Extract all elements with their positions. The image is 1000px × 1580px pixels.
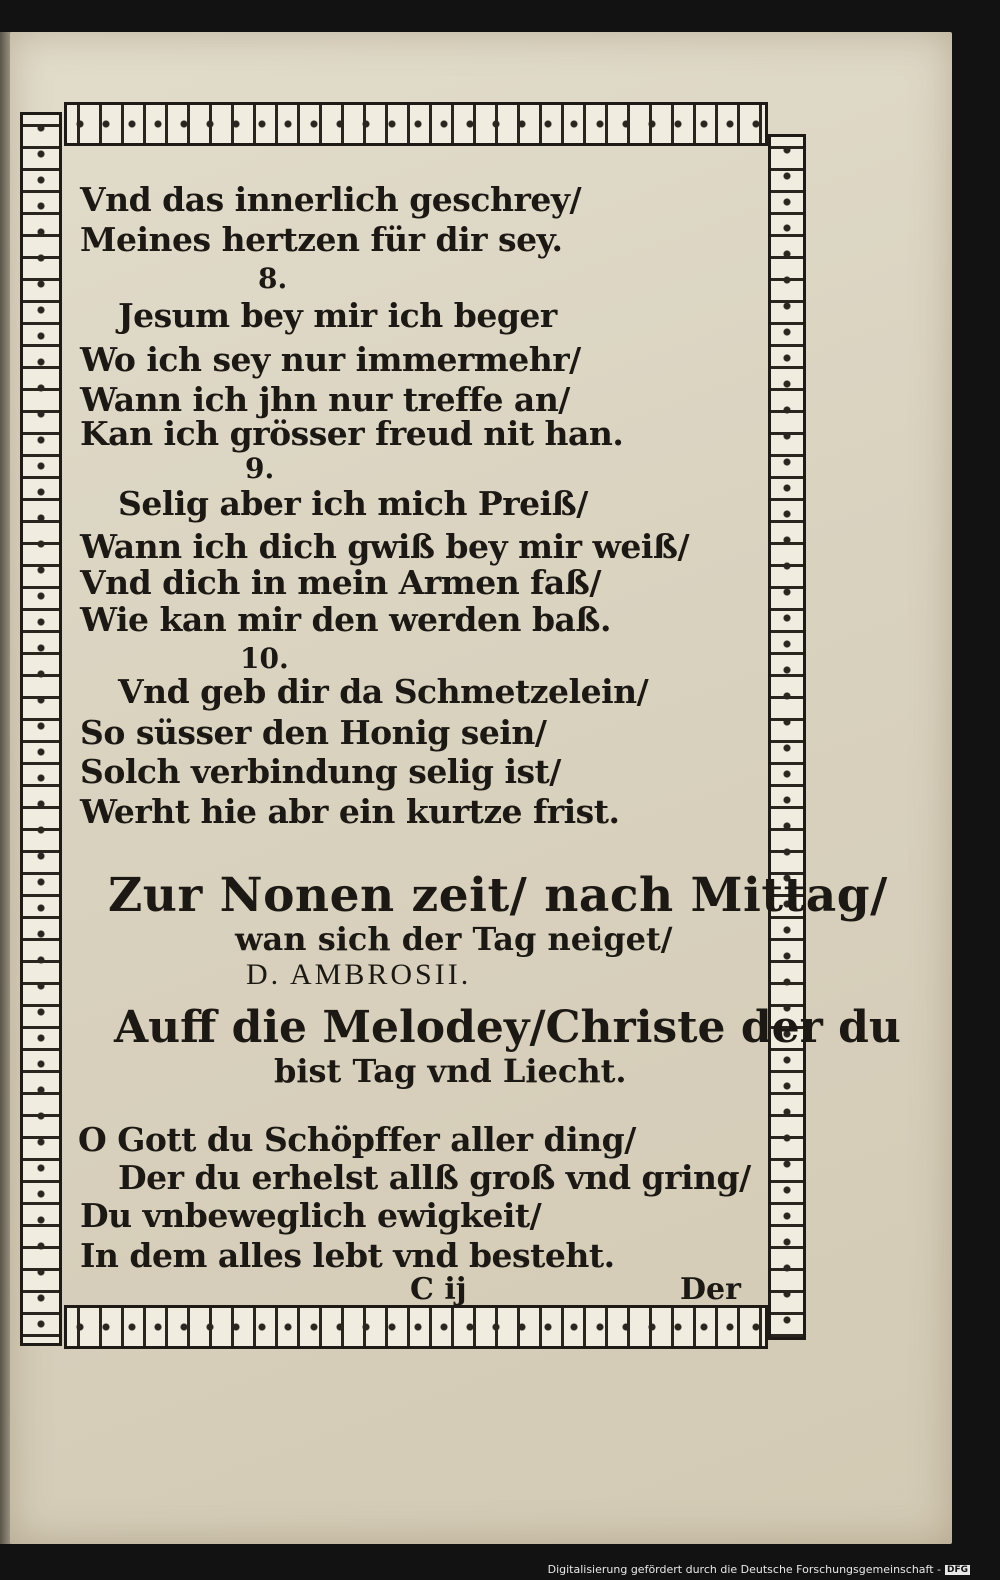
- credit-text: Digitalisierung gefördert durch die Deutsche Forschungsgemeinschaft -: [547, 1563, 941, 1576]
- verse-line: Kan ich grösser freud nit han.: [80, 414, 624, 453]
- hymn-line: In dem alles lebt vnd besteht.: [80, 1236, 615, 1275]
- verse-line: Vnd das innerlich geschrey/: [80, 180, 582, 219]
- verse-line: So süsser den Honig sein/: [80, 713, 547, 752]
- melody-subheading: bist Tag vnd Liecht.: [274, 1052, 627, 1090]
- verse-line: Jesum bey mir ich beger: [118, 296, 557, 335]
- ornament-border-right: [768, 134, 806, 1340]
- section-heading: Zur Nonen zeit/ nach Mittag/: [108, 868, 888, 923]
- melody-heading: Auff die Melodey/Christe der du: [114, 1002, 901, 1053]
- catchword: Der: [680, 1272, 741, 1307]
- ornament-border-bottom: [64, 1305, 768, 1349]
- verse-number: 9.: [245, 452, 275, 485]
- verse-line: Werht hie abr ein kurtze frist.: [80, 792, 620, 831]
- ornament-border-top: [64, 102, 768, 146]
- signature-mark: C ij: [410, 1272, 467, 1307]
- verse-line: Selig aber ich mich Preiß/: [118, 484, 588, 523]
- verse-line: Wie kan mir den werden baß.: [80, 600, 611, 639]
- verse-line: Wann ich dich gwiß bey mir weiß/: [80, 527, 690, 566]
- hymn-line: Der du erhelst allß groß vnd gring/: [118, 1158, 751, 1197]
- hymn-line: O Gott du Schöpffer aller ding/: [78, 1120, 636, 1159]
- digitization-credit: [548, 1563, 970, 1576]
- verse-line: Vnd dich in mein Armen faß/: [80, 563, 601, 602]
- hymn-line: Du vnbeweglich ewigkeit/: [80, 1196, 542, 1235]
- verse-line: Meines hertzen für dir sey.: [80, 220, 563, 259]
- verse-line: Wann ich jhn nur treffe an/: [80, 380, 570, 419]
- ornament-border-left: [20, 112, 62, 1346]
- dfg-logo: DFG: [946, 1564, 968, 1575]
- verse-line: Vnd geb dir da Schmetzelein/: [118, 672, 649, 711]
- section-subheading: wan sich der Tag neiget/: [235, 920, 673, 958]
- verse-line: Solch verbindung selig ist/: [80, 752, 561, 791]
- verse-line: Wo ich sey nur immermehr/: [80, 340, 581, 379]
- author-name: D. AMBROSII.: [246, 958, 472, 991]
- verse-number: 8.: [258, 262, 288, 295]
- verse-number: 10.: [240, 642, 289, 675]
